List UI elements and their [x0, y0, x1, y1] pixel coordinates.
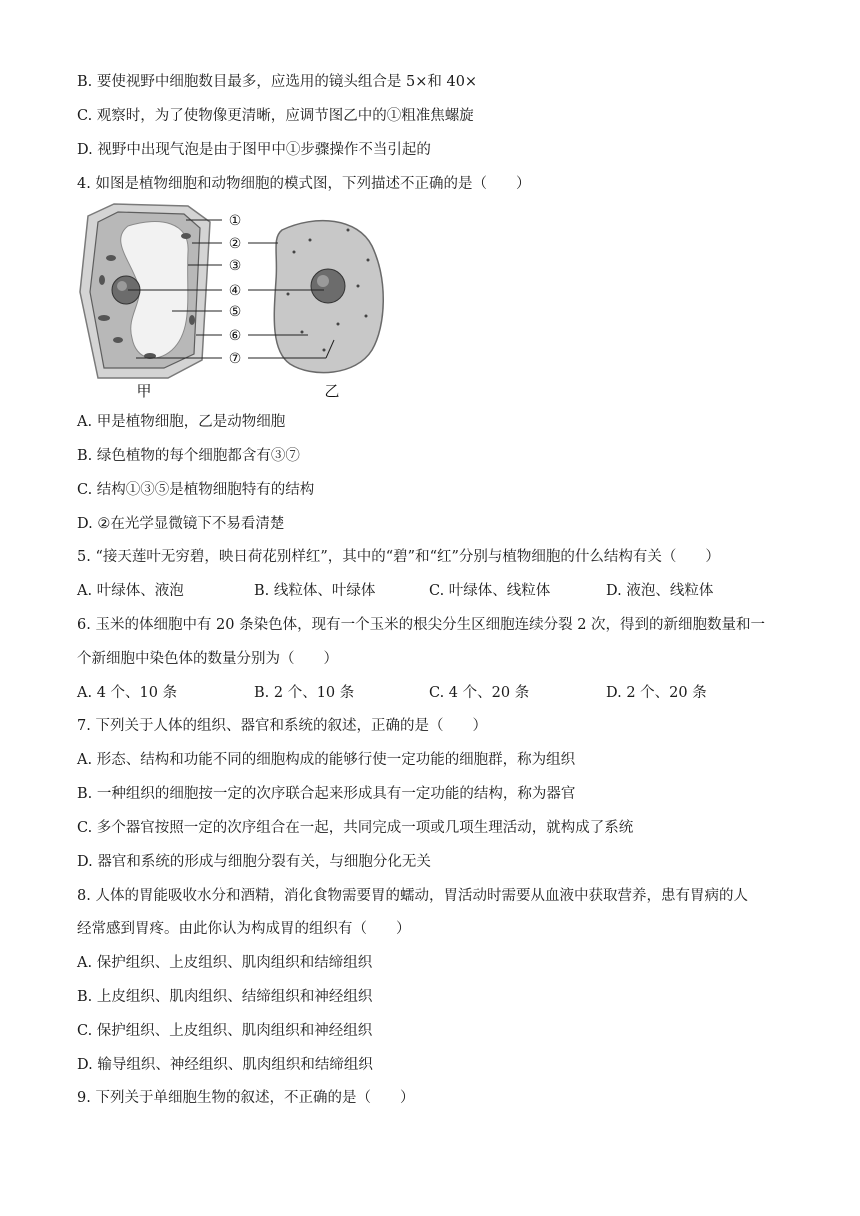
q8-stem-line2: 经常感到胃疼。由此你认为构成胃的组织有（ ） — [77, 921, 411, 937]
q8-option-b: B. 上皮组织、肌肉组织、结缔组织和神经组织 — [77, 989, 373, 1005]
q3-option-d: D. 视野中出现气泡是由于图甲中①步骤操作不当引起的 — [77, 142, 431, 158]
label-1: ① — [228, 213, 242, 229]
q6-stem-line1: 6. 玉米的体细胞中有 20 条染色体，现有一个玉米的根尖分生区细胞连续分裂 2 次，得到的新细胞数量和一 — [77, 617, 766, 633]
animal-cell-nucleus — [311, 269, 345, 303]
caption-plant: 甲 — [136, 382, 152, 400]
q7-option-d: D. 器官和系统的形成与细胞分裂有关，与细胞分化无关 — [77, 854, 431, 870]
q6-stem-line2: 个新细胞中染色体的数量分别为（ ） — [77, 651, 338, 667]
label-4: ④ — [228, 283, 242, 299]
plant-cell — [80, 204, 210, 378]
animal-cell — [274, 221, 383, 373]
label-6: ⑥ — [228, 328, 242, 344]
q4-stem: 4. 如图是植物细胞和动物细胞的模式图，下列描述不正确的是（ ） — [77, 176, 531, 192]
label-7: ⑦ — [228, 351, 242, 367]
q7-option-a: A. 形态、结构和功能不同的细胞构成的能够行使一定功能的细胞群，称为组织 — [77, 752, 576, 768]
q5-option-d: D. 液泡、线粒体 — [606, 583, 714, 599]
q5-option-c: C. 叶绿体、线粒体 — [429, 583, 551, 599]
label-3: ③ — [228, 258, 242, 274]
q4-option-b: B. 绿色植物的每个细胞都含有③⑦ — [77, 448, 300, 464]
caption-animal: 乙 — [324, 382, 340, 400]
q5-stem: 5. “接天莲叶无穷碧，映日荷花别样红”，其中的“碧”和“红”分别与植物细胞的什么结构有关（ ） — [77, 549, 720, 565]
q3-option-c: C. 观察时，为了使物像更清晰，应调节图乙中的①粗准焦螺旋 — [77, 108, 474, 124]
label-5: ⑤ — [228, 304, 242, 320]
q6-option-a: A. 4 个、10 条 — [77, 685, 178, 701]
q4-option-a: A. 甲是植物细胞，乙是动物细胞 — [77, 414, 286, 430]
q6-option-c: C. 4 个、20 条 — [429, 685, 530, 701]
q6-option-b: B. 2 个、10 条 — [254, 685, 355, 701]
q8-option-a: A. 保护组织、上皮组织、肌肉组织和结缔组织 — [77, 955, 373, 971]
q4-option-d: D. ②在光学显微镜下不易看清楚 — [77, 516, 285, 532]
q7-option-c: C. 多个器官按照一定的次序组合在一起，共同完成一项或几项生理活动，就构成了系统 — [77, 820, 634, 836]
q5-option-a: A. 叶绿体、液泡 — [77, 583, 184, 599]
q8-stem-line1: 8. 人体的胃能吸收水分和酒精，消化食物需要胃的蠕动，胃活动时需要从血液中获取营养，患有胃病的人 — [77, 888, 748, 904]
q7-stem: 7. 下列关于人体的组织、器官和系统的叙述，正确的是（ ） — [77, 718, 487, 734]
label-2: ② — [228, 236, 242, 252]
q6-option-d: D. 2 个、20 条 — [606, 685, 707, 701]
q9-stem: 9. 下列关于单细胞生物的叙述，不正确的是（ ） — [77, 1090, 415, 1106]
q8-option-c: C. 保护组织、上皮组织、肌肉组织和神经组织 — [77, 1023, 373, 1039]
q7-option-b: B. 一种组织的细胞按一定的次序联合起来形成具有一定功能的结构，称为器官 — [77, 786, 576, 802]
cell-diagram-figure — [76, 200, 396, 400]
cell-diagram-svg — [76, 200, 396, 400]
q3-option-b: B. 要使视野中细胞数目最多，应选用的镜头组合是 5×和 40× — [77, 74, 478, 90]
q8-option-d: D. 输导组织、神经组织、肌肉组织和结缔组织 — [77, 1057, 373, 1073]
q5-option-b: B. 线粒体、叶绿体 — [254, 583, 376, 599]
q4-option-c: C. 结构①③⑤是植物细胞特有的结构 — [77, 482, 315, 498]
